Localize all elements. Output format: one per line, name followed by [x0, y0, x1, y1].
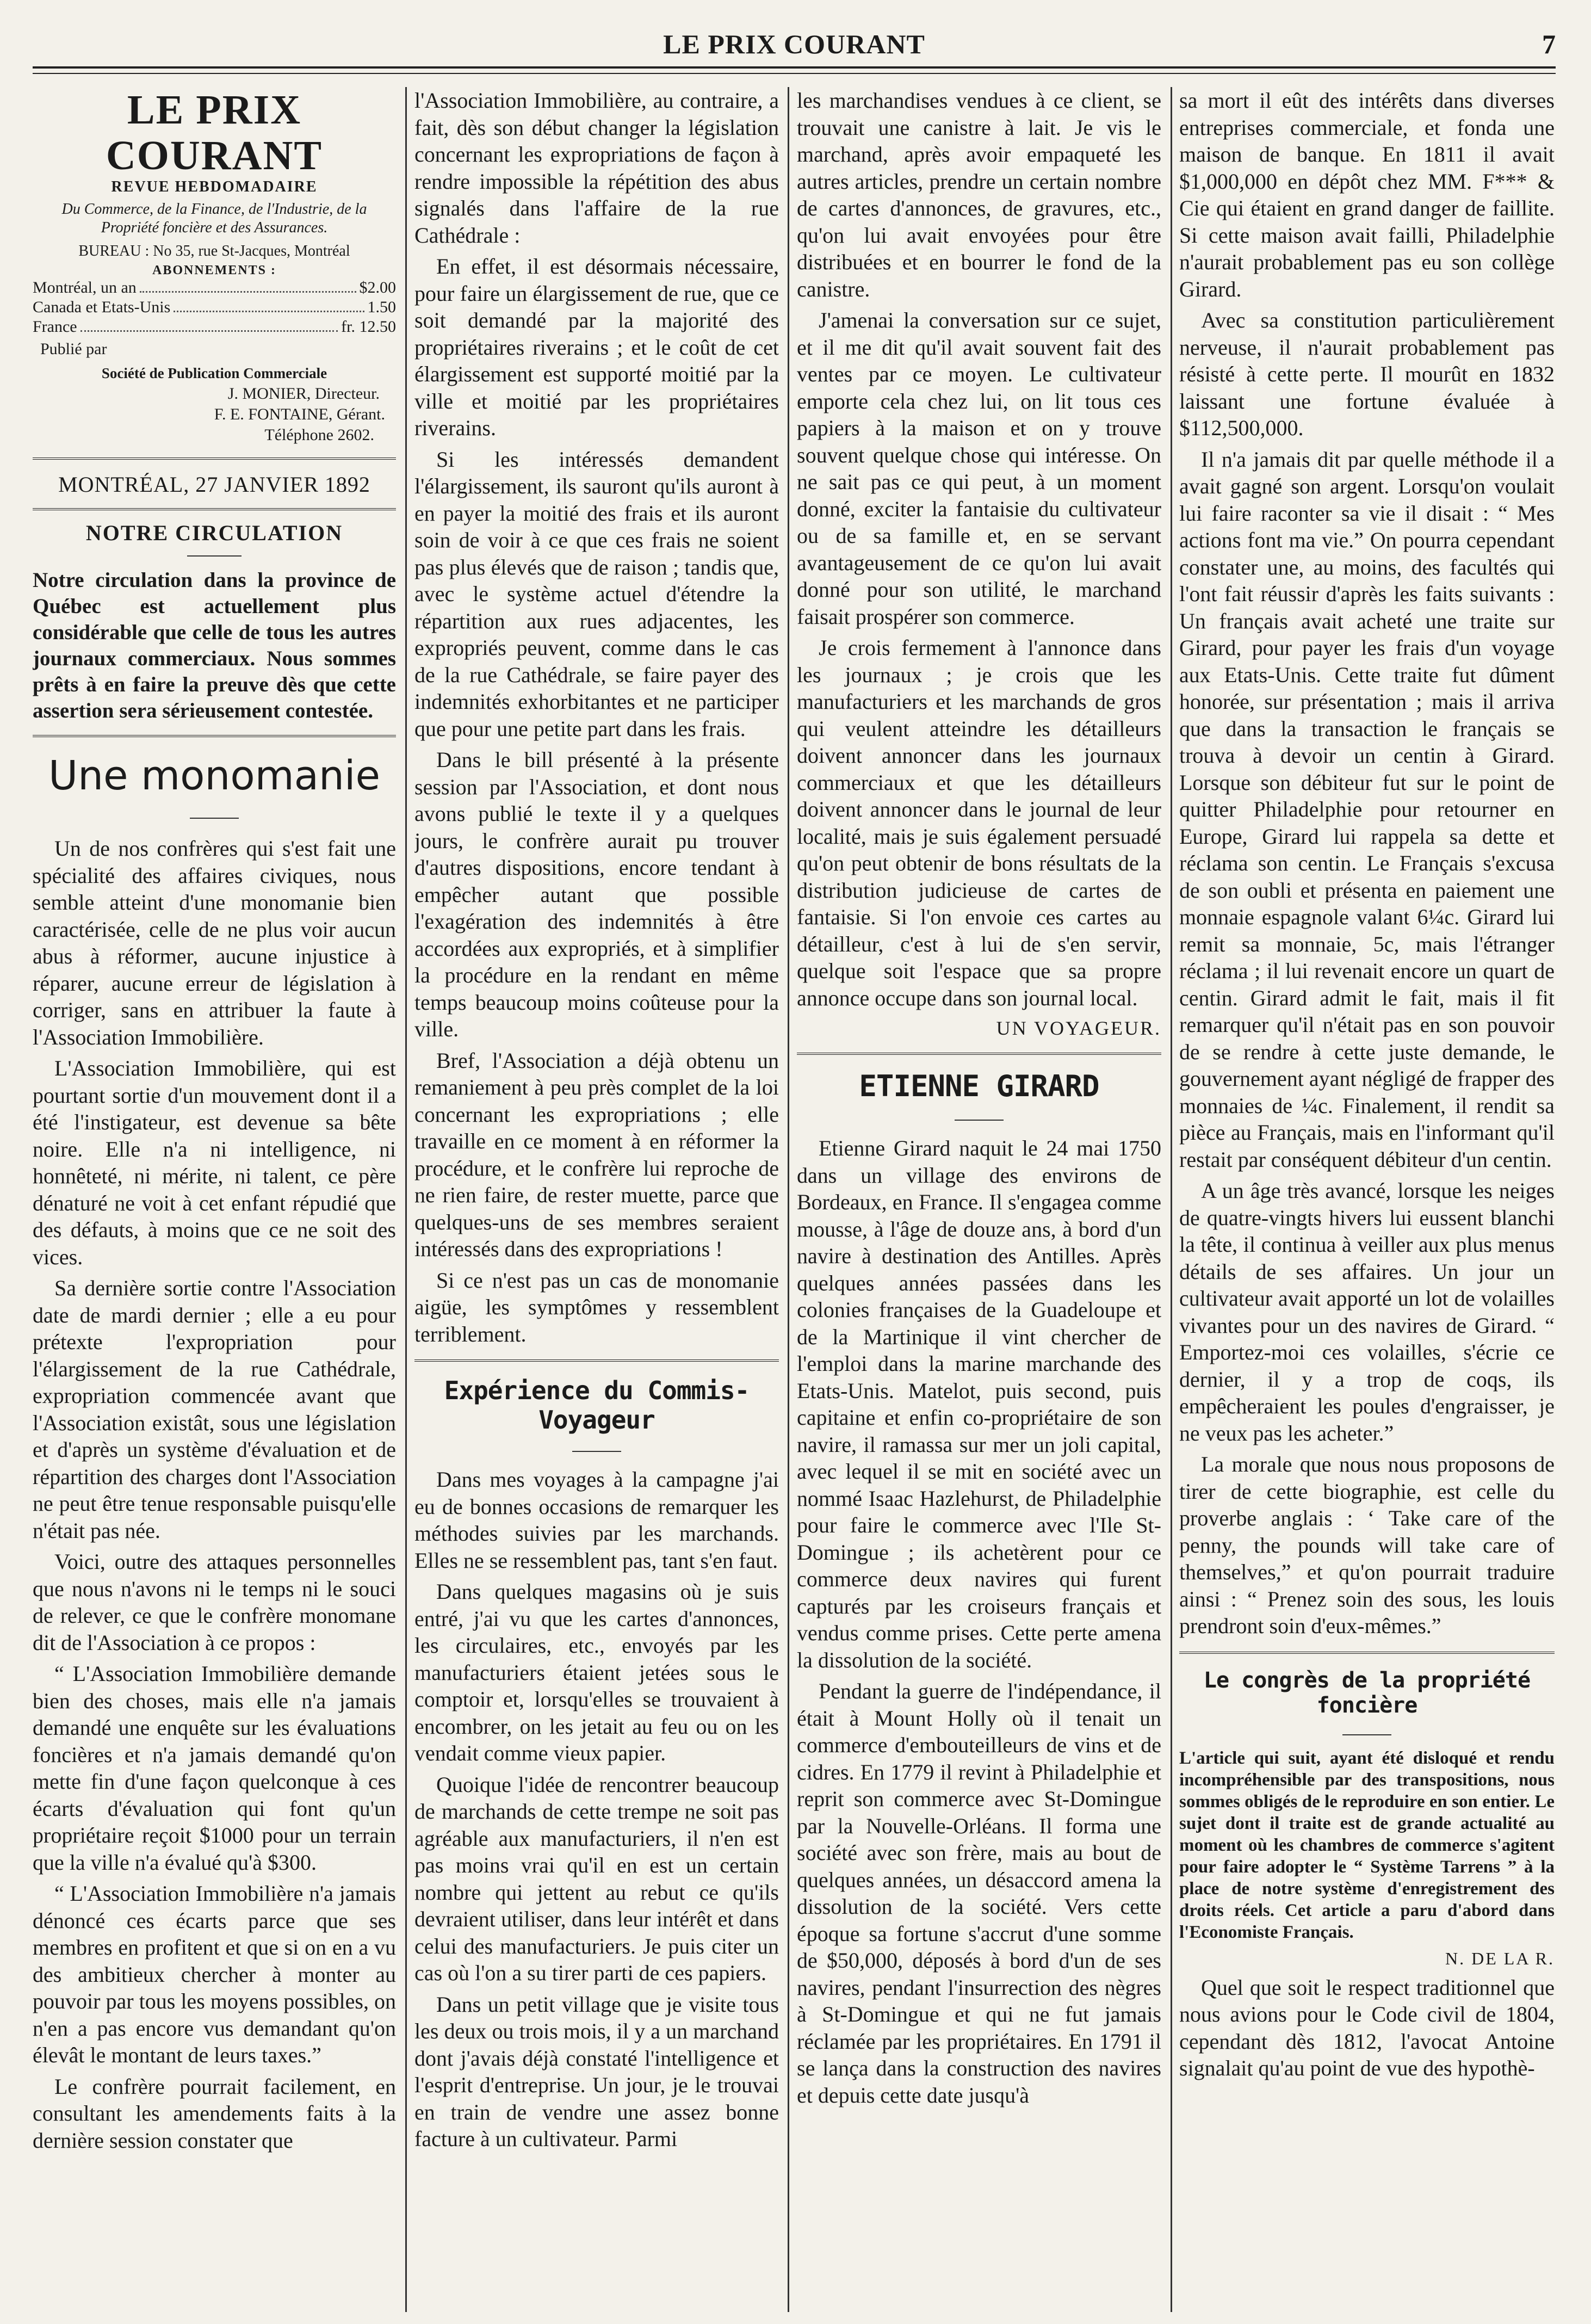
commis-voyageur-title: Expérience du Commis-Voyageur	[444, 1376, 750, 1435]
price-value: $2.00	[359, 279, 396, 296]
header-rule	[33, 66, 1556, 69]
header-rule-thin	[33, 73, 1556, 74]
paragraph: Dans mes voyages à la campagne j'ai eu de bonnes occasions de remarquer les méthodes suivies par les marchands. Elles ne se ressemblent pas, tant s'en faut.	[414, 1467, 779, 1573]
paragraph: Dans un petit village que je visite tous les deux ou trois mois, il y a un marchand dont j'avais déjà constaté l'intelligence et l'esprit d'entreprise. Un jour, je le trouvai en train de vendre une assez bonne facture à un cultivateur. Parmi	[414, 1992, 779, 2151]
paragraph: Un de nos confrères qui s'est fait une spécialité des affaires civiques, nous semble atteint d'une monomanie bien caractérisée, celle de ne plus voir aucun abus à réformer, aucune injustice à réparer, aucune erreur de législation à corriger, sans en attribuer la faute à l'Association Immobilière.	[33, 836, 396, 1049]
running-title: LE PRIX COURANT	[663, 29, 925, 59]
column-rule-3	[1171, 87, 1172, 2312]
circulation-title: NOTRE CIRCULATION	[85, 521, 343, 545]
paragraph: l'Association Immobilière, au contraire, a fait, dès son début changer la législation concernant les expropriations de façon à rendre impossible la répétition des abus signalés dans l'affaire de la rue Cathédrale :	[414, 88, 779, 248]
title-dash	[1342, 1734, 1391, 1735]
paragraph: Le confrère pourrait facilement, en consultant les amendements faits à la dernière session constater que	[33, 2074, 396, 2153]
publisher: Société de Publication Commerciale	[101, 365, 327, 381]
paragraph: sa mort il eût des intérêts dans diverses entreprises commerciale, et fonda une maison de banque. En 1811 il avait $1,000,000 en dépôt chez MM. F*** & Cie qui étaient en grand danger de faillite. Si cette maison avait failli, Philadelphie n'aurait probablement pas eu son collège Girard.	[1179, 88, 1555, 301]
paragraph: Pendant la guerre de l'indépendance, il était à Mount Holly où il tenait un commerce d'embouteilleurs de vins et de cidres. En 1779 il revint à Philadelphie et reprit son commerce avec St-Domingue par la Nouvelle-Orléans. Il forma une société avec son frère, mais au bout de quelques années, un désaccord amena la dissolution de la société. Vers cette époque sa fortune s'accrut d'une somme de $50,000, déposés à bord d'un de ses navires, pendant l'insurrection des nègres à St-Domingue et qui ne fut jamais réclamée par les propriétaires. En 1791 il se lança dans la construction des navires et depuis cette date jusqu'à	[797, 1679, 1161, 2107]
director: J. MONIER, Directeur.	[227, 385, 380, 403]
paragraph: Bref, l'Association a déjà obtenu un remaniement à peu près complet de la loi concernant les expropriations ; elle travaille en ce moment à en réformer la procédure, et le confrère lui reproche de ne rien faire, de rester muette, parce que quelques-uns de ses membres seraient intéressés dans des expropriations !	[414, 1048, 779, 1261]
masthead-description: Du Commerce, de la Finance, de l'Industrie, de la Propriété foncière et des Assurances.	[61, 201, 367, 236]
paragraph: Voici, outre des attaques personnelles que nous n'avons ni le temps ni le souci de relever, ce que le confrère monomane dit de l'Association à ce propos :	[33, 1549, 396, 1655]
masthead	[33, 87, 396, 278]
paragraph: Il n'a jamais dit par quelle méthode il a avait gagné son argent. Lorsqu'on voulait lui faire raconter sa vie il disait : “ Mes actions font ma vie.” On pourra cependant constater une, au moins, des facultés qui l'ont fait réussir d'après les faits suivants : Un français avait acheté une traite sur Girard, pour payer les frais d'un voyage aux Etats-Unis. Cette traite fut dûment honorée, sur présentation ; mais il arriva que dans la transaction le français se trouva à devoir un centin à Girard. Lorsque son débiteur fut sur le point de quitter Philadelphie pour retourner en Europe, Girard lui rappela sa dette et réclama son centin. Le Français s'excusa de son oubli et présenta en paiement une monnaie espagnole valant 6¼c. Girard lui remit sa monnaie, 5c, mais l'étranger réclama ; il lui revenait encore un quart de centin. Girard admit le fait, mais il fit remarquer qu'il n'était pas en son pouvoir de se rendre à cette juste demande, le gouvernement ayant négligé de frapper des monnaies de ¼c. Finalement, il rendit sa pièce au Français, mais en l'informant qu'il restait par conséquent débiteur d'un centin.	[1179, 447, 1555, 1172]
page-number: 7	[1542, 29, 1556, 59]
paragraph: La morale que nous nous proposons de tirer de cette biographie, est celle du proverbe anglais : ‘ Take care of the penny, the pounds will take care of themselves,” et qu'on pourrait traduire ainsi : “ Prenez soin des sous, les louis prendront soin d'eux-mêmes.”	[1179, 1452, 1555, 1638]
paragraph: Si les intéressés demandent l'élargissement, ils sauront qu'ils auront à en payer la moitié des frais et ils auront soin de voir à ce que ces frais ne soient pas plus élevés que de raison ; tandis que, avec le système actuel d'étendre la répartition aux rues adjacentes, les expropriés peuvent, comme dans le cas de la rue Cathédrale, se faire payer des indemnités exhorbitantes et ne participer que pour une petite part dans les frais.	[414, 447, 779, 741]
leader-dots	[174, 298, 364, 312]
paragraph: Si ce n'est pas un cas de monomanie aigüe, les symptômes y ressemblent terriblement.	[414, 1268, 779, 1346]
congres-title: Le congrès de la propriété foncière	[1203, 1667, 1531, 1718]
title-dash	[190, 818, 239, 819]
title-dash	[572, 1451, 621, 1452]
paragraph: Quel que soit le respect traditionnel que nous avions pour le Code civil de 1804, cependant dès 1812, l'avocat Antoine signalait qu'au point de vue des hypothè-	[1179, 1975, 1555, 2080]
paragraph: les marchandises vendues à ce client, se trouvait une canistre à lait. Je vis le marchand, après avoir empaqueté les autres articles, prendre un certain nombre de cartes d'annonces, de gravures, etc., qu'on lui avait envoyées pour être distribuées et en bourrer le fond de la canistre.	[797, 88, 1161, 301]
monomanie-title: Une monomanie	[48, 752, 381, 799]
price-list	[33, 278, 396, 337]
column-rule-2	[788, 87, 789, 2312]
phone: Téléphone 2602.	[264, 426, 374, 444]
signature: UN VOYAGEUR.	[996, 1017, 1161, 1039]
paragraph: Sa dernière sortie contre l'Association date de mardi dernier ; elle a eu pour prétexte l'expropriation pour l'élargissement de la rue Cathédrale, expropriation commencée avant que l'Association existât, sous une législation et d'après un système d'évaluation et de répartition des charges dont l'Association ne peut être tenue responsable puisqu'elle n'était pas née.	[33, 1276, 396, 1543]
paragraph: “ L'Association Immobilière demande bien des choses, mais elle n'a jamais demandé une enquête sur les évaluations foncières et n'a jamais demandé qu'on mette fin d'une façon quelconque à ces écarts d'évaluation qui font qu'un propriétaire reçoit $1000 pour un terrain que la ville n'a évalué qu'à $300.	[33, 1661, 396, 1875]
paragraph: Dans le bill présenté à la présente session par l'Association, et dont nous avons publié le texte il y a quelques jours, le confrère aurait pu trouver d'autres dispositions, encore tendant à empêcher autant que possible l'exagération des indemnités à être accordées aux expropriés, et à simplifier la procédure en la rendant en même temps beaucoup moins coûteuse pour la ville.	[414, 747, 779, 1041]
price-value: 1.50	[367, 298, 396, 316]
paragraph: Etienne Girard naquit le 24 mai 1750 dans un village des environs de Bordeaux, en France. Il s'engagea comme mousse, à l'âge de douze ans, à bord d'un navire à destination des Antilles. Après quelques années passées dans les colonies françaises de la Guadeloupe et de la Martinique il vint chercher de l'emploi dans la marine marchande des Etats-Unis. Matelot, puis second, puis capitaine et enfin co-propriétaire de son navire, il ramassa sur mer un joli capital, avec lequel il se mit en société avec un nommé Isaac Hazlehurst, de Philadelphie pour faire le commerce avec l'Ile St-Domingue ; ils achetèrent pour ce commerce deux navires qui furent capturés par les croiseurs français et vendus comme prises. Cette perte amena la dissolution de la société.	[797, 1136, 1161, 1672]
masthead-subtitle: REVUE HEBDOMADAIRE	[111, 178, 318, 195]
signature: N. DE LA R.	[1445, 1948, 1555, 1968]
leader-dots	[140, 278, 356, 293]
price-place: Montréal, un an	[33, 279, 137, 296]
column-2	[414, 87, 779, 2312]
column-4	[1179, 87, 1555, 2312]
paragraph: En effet, il est désormais nécessaire, pour faire un élargissement de rue, que ce soit demandé par la majorité des propriétaires riverains ; et le coût de cet élargissement est supporté moitié par la ville et moitié par les propriétaires riverains.	[414, 254, 779, 440]
section-rule	[414, 1359, 779, 1362]
editor-note: L'article qui suit, ayant été disloqué et rendu incompréhensible par des transpositions, nous sommes obligés de le reproduire en son entier. Le sujet dont il traite est de grande actualité au moment où les chambres de commerce s'agitent pour faire adopter le “ Système Tarrens ” à la place de notre système d'enregistrement des droits réels. Cet article a paru d'abord dans l'Economiste Français.	[1179, 1748, 1555, 1942]
circulation-text: Notre circulation dans la province de Québec est actuellement plus considérable que celle de tous les autres journaux commerciaux. Nous sommes prêts à en faire la preuve dès que cette assertion sera sérieusement contestée.	[33, 568, 396, 722]
masthead-office: BUREAU : No 35, rue St-Jacques, Montréal	[78, 243, 350, 259]
dateline-rule	[33, 508, 396, 510]
girard-title: ETIENNE GIRARD	[859, 1069, 1099, 1103]
paragraph: Quoique l'idée de rencontrer beaucoup de marchands de cette trempe ne soit pas agréable aux manufacturiers, il n'en est pas moins vrai qu'il en est un certain nombre qui jettent au rebut ce qu'ils devraient utiliser, dans leur intérêt et dans celui des manufacturiers. Je puis citer un cas où l'on a su tirer parti de ces papiers.	[414, 1772, 779, 1985]
manager: F. E. FONTAINE, Gérant.	[214, 405, 385, 423]
section-rule	[1179, 1652, 1555, 1654]
paragraph: L'Association Immobilière, qui est pourtant sortie d'un mouvement dont il a été l'instigateur, est devenue sa bête noire. Elle n'a ni intelligence, ni honnêteté, ni mérite, ni talent, ce père dénaturé ne voit à cet enfant répudié que des défauts, à moins que ce ne soit des vices.	[33, 1056, 396, 1269]
masthead-name: LE PRIX COURANT	[106, 87, 323, 178]
column-1	[33, 87, 396, 2312]
title-dash	[955, 1120, 1004, 1121]
paragraph: A un âge très avancé, lorsque les neiges de quatre-vingts hivers lui eussent blanchi la tête, il continua à veiller aux plus menus détails de ses affaires. Un jour un cultivateur avait apporté un lot de volailles vivantes pour un des navires de Girard. “ Emportez-moi ces volailles, s'écrie ce dernier, il y a trop de coqs, ils empêcheraient les poules d'engraisser, je ne veux pas les acheter.”	[1179, 1178, 1555, 1445]
price-row	[33, 278, 396, 298]
paragraph: “ L'Association Immobilière n'a jamais dénoncé ces écarts parce que ses membres en profitent et que si on en a vu des ambitieux chercher à monter au pouvoir par tous les moyens possibles, on n'en a pas encore vus demandant qu'on élevât le montant de leurs taxes.”	[33, 1881, 396, 2067]
title-dash	[187, 555, 242, 557]
dateline: MONTRÉAL, 27 JANVIER 1892	[58, 472, 370, 497]
column-3	[797, 87, 1161, 2312]
paragraph: Dans quelques magasins où je suis entré, j'ai vu que les cartes d'annonces, les circulaires, etc., envoyés par les manufacturiers étaient jetées sous le comptoir et, lorsqu'elles se trouvaient à encombrer, on les jetait au feu ou on les vendait comme vieux papier.	[414, 1579, 779, 1765]
paragraph: Avec sa constitution particulièrement nerveuse, il n'aurait probablement pas résisté à cette perte. Il mourût en 1832 laissant une fortune évaluée à $112,500,000.	[1179, 308, 1555, 440]
subscriptions-label: ABONNEMENTS :	[152, 263, 277, 277]
column-rule-1	[405, 87, 407, 2312]
price-place: Canada et Etats-Unis	[33, 298, 171, 316]
price-row	[33, 298, 396, 317]
page-header	[33, 28, 1556, 61]
masthead-rule	[33, 458, 396, 460]
leader-dots	[81, 317, 338, 332]
price-value: fr. 12.50	[341, 318, 396, 336]
section-rule	[797, 1053, 1161, 1055]
circulation-rule	[33, 735, 396, 737]
price-row	[33, 317, 396, 337]
published-by: Publié par	[40, 340, 107, 358]
paragraph: J'amenai la conversation sur ce sujet, et il me dit qu'il avait souvent fait des ventes par ce moyen. Le cultivateur emporte cela chez lui, on lit tous ces papiers à la maison et on y trouve souvent quelque chose qui intéresse. On ne sait pas ce qui peut, à un moment donné, exciter la fantaisie du cultivateur ou de sa famille et, en se servant avantageusement de ce qu'on lui avait donné pour son utilité, le marchand faisait prospérer son commerce.	[797, 308, 1161, 629]
paragraph: Je crois fermement à l'annonce dans les journaux ; je crois que les manufacturiers et les marchands de gros qui veulent atteindre les détailleurs doivent annoncer dans les journaux commerciaux et que les détailleurs doivent annoncer dans le journal de leur localité, mais je suis également persuadé qu'on peut obtenir de bons résultats de la distribution judicieuse de cartes de fantaisie. Si l'on envoie ces cartes au détailleur, c'est à lui de s'en servir, quelque soit l'espace que sa propre annonce occupe dans son journal local.	[797, 635, 1161, 1010]
price-place: France	[33, 318, 77, 336]
